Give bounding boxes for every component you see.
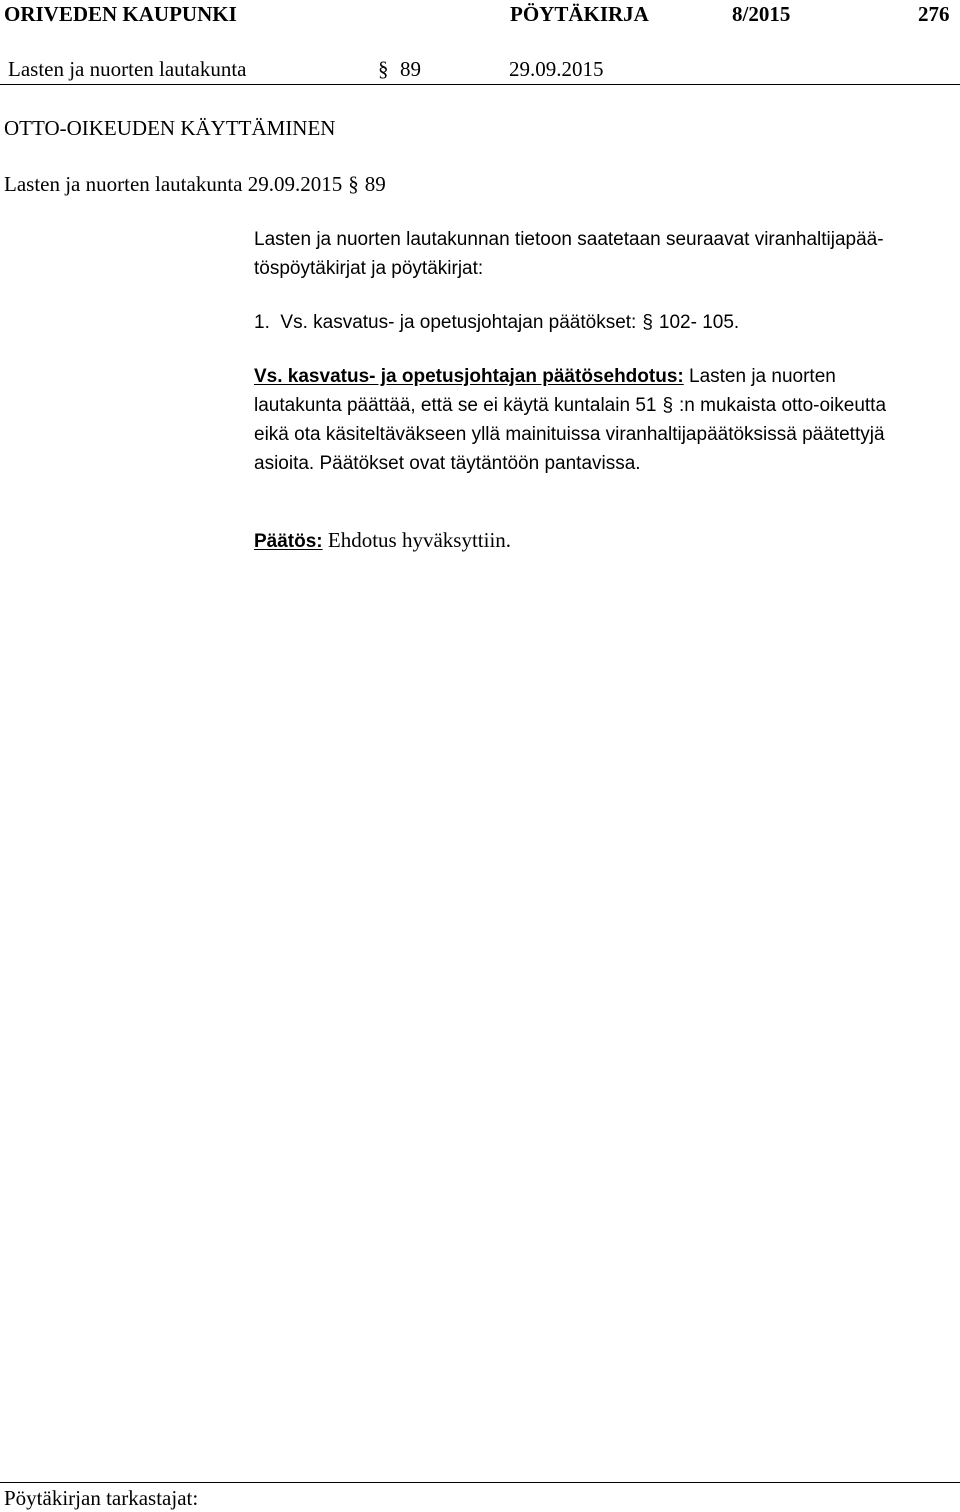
proposal-line-1 (254, 362, 954, 391)
proposal-section-symbol: § (662, 395, 674, 416)
list-item-range: 102- 105. (658, 312, 740, 333)
item-meta-section-number: 89 (364, 172, 386, 196)
footer-divider (0, 1482, 960, 1483)
proposal-line-1-text: Lasten ja nuorten (689, 366, 836, 387)
proposal-paragraph (254, 362, 954, 478)
item-meta (4, 172, 386, 197)
intro-line-1: Lasten ja nuorten lautakunnan tietoon saatetaan seuraavat viranhaltijapää- (254, 229, 884, 250)
item-title: OTTO-OIKEUDEN KÄYTTÄMINEN (4, 116, 336, 140)
intro-line-2: töspöytäkirjat ja pöytäkirjat: (254, 258, 484, 279)
section-number: 89 (400, 57, 421, 81)
header-divider (0, 84, 960, 85)
decision (254, 528, 511, 553)
proposal-label: Vs. kasvatus- ja opetusjohtajan päätösehdotus: (254, 366, 684, 387)
board-name: Lasten ja nuorten lautakunta (8, 57, 247, 81)
intro-paragraph (254, 225, 954, 283)
item-meta-section-symbol: § (348, 172, 359, 196)
list-item-text: 1. Vs. kasvatus- ja opetusjohtajan päätökset: (254, 312, 637, 333)
section-symbol: § (378, 57, 389, 81)
document-number: 8/2015 (732, 2, 791, 26)
municipality-name: ORIVEDEN KAUPUNKI (4, 2, 237, 26)
reviewers-label: Pöytäkirjan tarkastajat: (4, 1486, 199, 1510)
proposal-line-2 (254, 391, 954, 420)
meeting-date: 29.09.2015 (509, 57, 604, 81)
proposal-line-2a: lautakunta päättää, että se ei käytä kuntalain 51 (254, 395, 657, 416)
list-item-section-symbol: § (642, 312, 653, 333)
decision-label: Päätös: (254, 531, 323, 552)
proposal-line-2b: :n mukaista otto-oikeutta (679, 395, 887, 416)
decision-list-item (254, 308, 954, 337)
decision-text: Ehdotus hyväksyttiin. (327, 528, 512, 552)
proposal-line-4: asioita. Päätökset ovat täytäntöön pantavissa. (254, 453, 641, 474)
item-meta-prefix: Lasten ja nuorten lautakunta 29.09.2015 (4, 172, 343, 196)
document-type: PÖYTÄKIRJA (510, 2, 649, 26)
proposal-line-3: eikä ota käsiteltäväkseen yllä mainituissa viranhaltijapäätöksissä päätettyjä (254, 424, 885, 445)
page-number: 276 (918, 2, 950, 26)
